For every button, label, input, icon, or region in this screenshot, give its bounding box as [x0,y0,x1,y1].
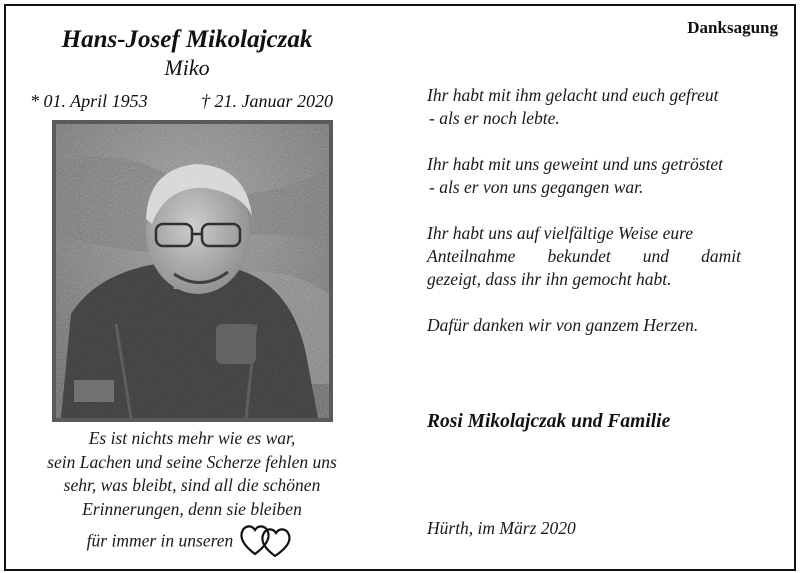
verse-line: Anteilnahme bekundet und damit [427,246,741,266]
quote-line: sein Lachen und seine Scherze fehlen uns [47,451,337,472]
verse-line: - als er von uns gegangen war. [429,177,644,197]
verse-line: Dafür danken wir von ganzem Herzen. [427,315,699,335]
birth-date: * 01. April 1953 [30,91,148,111]
verse-stanza [427,84,741,130]
quote-line-last [22,521,362,564]
quote-line: für immer in unseren [86,530,234,551]
verse-stanza [427,314,741,337]
thank-you-verses [427,84,741,360]
verse-line: gezeigt, dass ihr ihn gemocht habt. [427,269,672,289]
quote-line: Erinnerungen, denn sie bleiben [82,498,302,519]
portrait-illustration [56,124,329,418]
place-and-date: Hürth, im März 2020 [427,518,576,538]
deceased-nickname: Miko [164,55,210,80]
memorial-quote [22,427,362,564]
verse-line: Ihr habt mit ihm gelacht und euch gefreut [427,85,719,105]
verse-line: - als er noch lebte. [429,108,560,128]
deceased-name: Hans-Josef Mikolajczak [61,26,313,53]
card-heading: Danksagung [687,18,778,37]
two-hearts-icon [239,521,297,564]
portrait-photo [52,120,333,422]
quote-line: sehr, was bleibt, sind all die schönen [63,475,321,495]
family-signature: Rosi Mikolajczak und Familie [427,411,671,432]
verse-stanza [427,153,741,199]
verse-line: Ihr habt uns auf vielfältige Weise eure [427,223,694,243]
death-date: † 21. Januar 2020 [201,91,333,111]
verse-line: Ihr habt mit uns geweint und uns getröstet [427,154,724,174]
quote-line: Es ist nichts mehr wie es war, [88,428,296,448]
verse-stanza [427,222,741,291]
